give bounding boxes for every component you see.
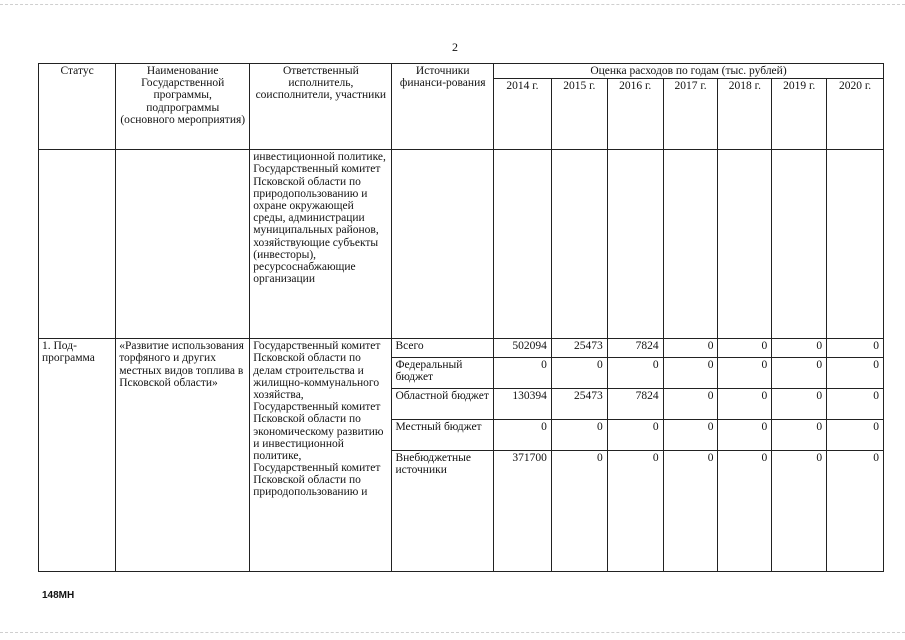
header-year-2017: 2017 г.	[663, 79, 718, 150]
value-cell: 0	[718, 358, 772, 389]
value-cell: 0	[827, 451, 884, 572]
header-year-2020: 2020 г.	[827, 79, 884, 150]
value-cell: 0	[718, 420, 772, 451]
continuation-status-cell	[39, 150, 116, 339]
source-regional-budget: Областной бюджет	[392, 389, 494, 420]
header-year-2014: 2014 г.	[494, 79, 552, 150]
scan-edge-bottom	[0, 632, 905, 633]
source-local-budget: Местный бюджет	[392, 420, 494, 451]
header-year-2016: 2016 г.	[607, 79, 663, 150]
value-cell: 0	[551, 420, 607, 451]
value-cell: 0	[663, 389, 718, 420]
header-status: Статус	[39, 64, 116, 150]
header-responsible: Ответственный исполнитель, соисполнители, участники	[250, 64, 392, 150]
value-cell: 0	[663, 451, 718, 572]
empty-cell	[827, 150, 884, 339]
value-cell: 0	[827, 389, 884, 420]
value-cell: 0	[827, 420, 884, 451]
header-expense-estimate: Оценка расходов по годам (тыс. рублей)	[494, 64, 884, 79]
value-cell: 0	[772, 358, 827, 389]
empty-cell	[551, 150, 607, 339]
subprogram-responsible: Государственный комитет Псковской области по делам строительства и жилищно-коммунального хозяйства, Государственный комитет Псковской области по экономическому развитию и инвестиционной политике, Государственный комитет Псковской области по природопользованию и	[250, 339, 392, 572]
value-cell: 0	[494, 420, 552, 451]
value-cell: 7824	[607, 389, 663, 420]
value-cell: 0	[718, 451, 772, 572]
empty-cell	[718, 150, 772, 339]
value-cell: 25473	[551, 339, 607, 358]
empty-cell	[663, 150, 718, 339]
header-year-2019: 2019 г.	[772, 79, 827, 150]
value-cell: 25473	[551, 389, 607, 420]
header-year-2018: 2018 г.	[718, 79, 772, 150]
value-cell: 0	[551, 358, 607, 389]
continuation-name-cell	[116, 150, 250, 339]
source-federal-budget: Федеральный бюджет	[392, 358, 494, 389]
empty-cell	[494, 150, 552, 339]
value-cell: 0	[607, 420, 663, 451]
empty-cell	[607, 150, 663, 339]
value-cell: 0	[827, 358, 884, 389]
header-funding-sources: Источники финанси-рования	[392, 64, 494, 150]
value-cell: 0	[607, 358, 663, 389]
value-cell: 0	[663, 358, 718, 389]
value-cell: 130394	[494, 389, 552, 420]
value-cell: 0	[772, 451, 827, 572]
continuation-responsible: инвестиционной политике, Государственный комитет Псковской области по природопользованию и охране окружающей среды, администрации муниципальных районов, хозяйствующие субъекты (инвесторы), ресурсоснабжающие организации	[250, 150, 392, 339]
source-extrabudgetary: Внебюджетные источники	[392, 451, 494, 572]
footer-document-code: 148МН	[42, 590, 75, 601]
value-cell: 0	[718, 339, 772, 358]
header-program-name: Наименование Государственной программы, подпрограммы (основного мероприятия)	[116, 64, 250, 150]
value-cell: 0	[827, 339, 884, 358]
scan-edge-top	[0, 4, 905, 5]
value-cell: 371700	[494, 451, 552, 572]
value-cell: 0	[663, 420, 718, 451]
header-year-2015: 2015 г.	[551, 79, 607, 150]
continuation-source-cell	[392, 150, 494, 339]
value-cell: 0	[607, 451, 663, 572]
value-cell: 7824	[607, 339, 663, 358]
value-cell: 502094	[494, 339, 552, 358]
value-cell: 0	[494, 358, 552, 389]
value-cell: 0	[718, 389, 772, 420]
page-number: 2	[452, 40, 458, 54]
budget-table	[38, 63, 884, 572]
value-cell: 0	[772, 339, 827, 358]
continuation-row	[39, 150, 884, 339]
subprogram-name: «Развитие использования торфяного и других местных видов топлива в Псковской области»	[116, 339, 250, 572]
value-cell: 0	[551, 451, 607, 572]
empty-cell	[772, 150, 827, 339]
value-cell: 0	[772, 389, 827, 420]
subprogram-status: 1. Под-программа	[39, 339, 116, 572]
source-total: Всего	[392, 339, 494, 358]
value-cell: 0	[772, 420, 827, 451]
table-row	[39, 339, 884, 358]
value-cell: 0	[663, 339, 718, 358]
